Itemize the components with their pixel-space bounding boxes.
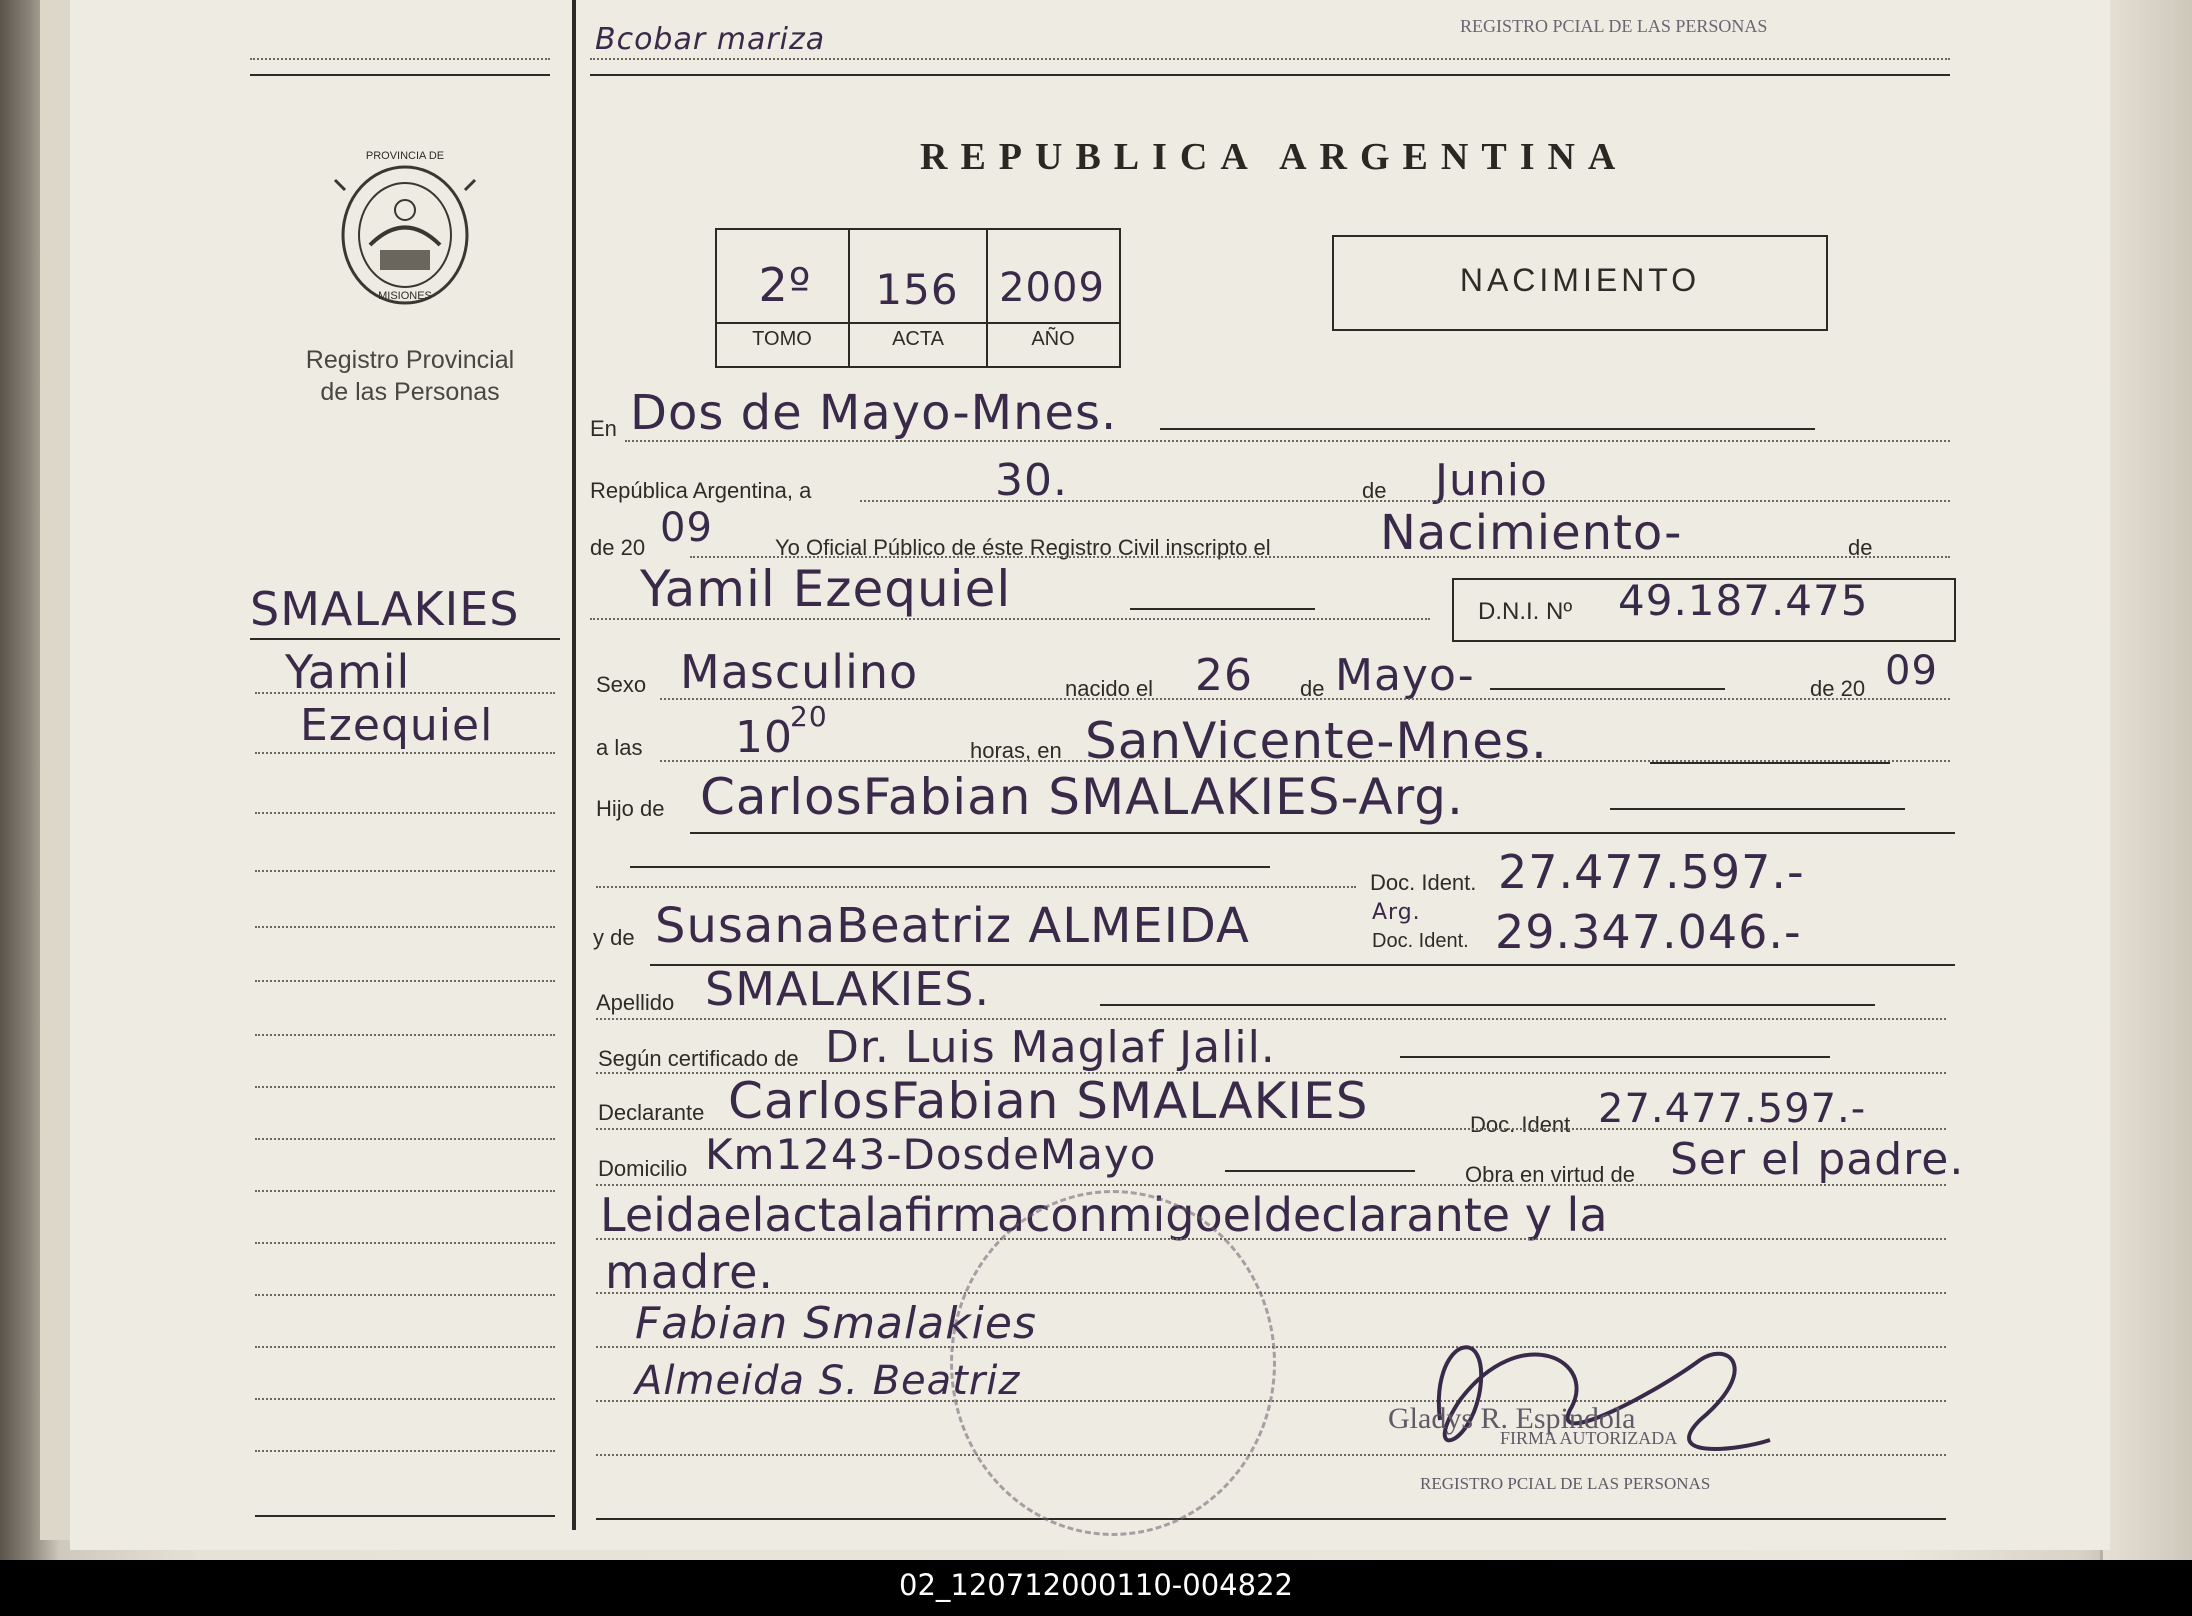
rule-certificado <box>1400 1056 1830 1058</box>
value-declarante-doc: 27.477.597.- <box>1598 1086 1867 1132</box>
value-sexo: Masculino <box>680 645 919 699</box>
rule-apellido <box>1100 1004 1875 1006</box>
tomo-value: 2º <box>758 258 812 312</box>
value-dia: 30. <box>995 455 1068 506</box>
ano-label: AÑO <box>1031 328 1075 350</box>
seal-top-text: PROVINCIA DE <box>365 150 445 162</box>
registry-line-1: Registro Provincial <box>305 346 515 374</box>
rule-lugar <box>1160 428 1815 430</box>
acta-label: ACTA <box>892 328 944 350</box>
top-signature: Bcobar mariza <box>595 22 826 57</box>
value-madre-doc: 29.347.046.- <box>1495 905 1802 959</box>
label-apellido: Apellido <box>596 990 675 1015</box>
bottom-rule <box>596 1518 1946 1520</box>
value-mes: Junio <box>1435 455 1548 506</box>
value-dni: 49.187.475 <box>1618 576 1869 625</box>
label-de: de <box>1362 478 1387 503</box>
value-madre-nac: Arg. <box>1372 900 1421 925</box>
dots-lugar <box>625 440 1950 442</box>
main-top-dots <box>590 58 1950 60</box>
left-page-edges <box>40 0 72 1540</box>
value-lugar: Dos de Mayo-Mnes. <box>630 385 1118 441</box>
province-seal-icon <box>330 150 480 310</box>
value-madre: SusanaBeatriz ALMEIDA <box>655 898 1250 954</box>
registry-line-2: de las Personas <box>320 378 500 406</box>
sidebar-given-2: Ezequiel <box>300 700 494 751</box>
label-hijo: Hijo de <box>596 796 665 821</box>
label-dni: D.N.I. Nº <box>1478 598 1573 625</box>
dots-sexo <box>660 698 1950 700</box>
value-nombre: Yamil Ezequiel <box>640 560 1012 618</box>
country-title: REPUBLICA ARGENTINA <box>920 136 1629 178</box>
value-certificado: Dr. Luis Maglaf Jalil. <box>825 1022 1276 1073</box>
value-obra: Ser el padre. <box>1670 1134 1965 1185</box>
label-de2: de <box>1848 535 1873 560</box>
label-doc-ident2: Doc. Ident. <box>1372 930 1469 952</box>
value-nac-dia: 26 <box>1195 650 1253 701</box>
value-padre-doc: 27.477.597.- <box>1498 845 1805 899</box>
signature-madre: Almeida S. Beatriz <box>635 1358 1021 1404</box>
dots-apellido <box>596 1018 1946 1020</box>
seal-bottom-text: MISIONES <box>378 290 432 302</box>
label-declarante: Declarante <box>598 1100 705 1125</box>
main-top-rule <box>590 74 1950 76</box>
value-nota-1: Leidaelactalafirmaconmigoeldeclarante y la <box>600 1188 1608 1242</box>
dots-padre <box>596 886 1356 888</box>
rule-padre-3 <box>630 866 1270 868</box>
value-nac-anio: 09 <box>1885 648 1938 694</box>
rule-padre-2 <box>690 832 1955 834</box>
official-round-stamp <box>950 1190 1276 1536</box>
value-minutos: 20 <box>790 700 828 733</box>
official-title: FIRMA AUTORIZADA <box>1500 1428 1678 1448</box>
value-padre: CarlosFabian SMALAKIES-Arg. <box>700 768 1464 826</box>
label-a-las: a las <box>596 735 643 760</box>
rule-nac-mes <box>1490 688 1725 690</box>
value-apellido: SMALAKIES. <box>705 962 991 1016</box>
label-de-20b: de 20 <box>1810 676 1866 701</box>
ano-value: 2009 <box>999 265 1105 311</box>
dots-nombre <box>590 618 1430 620</box>
label-horas: horas, en <box>970 738 1062 763</box>
label-obra: Obra en virtud de <box>1465 1162 1635 1187</box>
type-label: NACIMIENTO <box>1459 262 1701 298</box>
dots-nota-2 <box>596 1292 1946 1294</box>
value-nota-2: madre. <box>605 1245 775 1299</box>
value-lugar-nac: SanVicente-Mnes. <box>1085 712 1548 770</box>
value-inscripto: Nacimiento- <box>1380 505 1683 561</box>
sidebar-surname: SMALAKIES <box>250 582 520 636</box>
label-de-mes: de <box>1300 676 1325 701</box>
label-doc-ident: Doc. Ident. <box>1370 870 1477 895</box>
sidebar-top-rule <box>250 74 550 76</box>
label-sexo: Sexo <box>596 672 647 697</box>
column-divider <box>572 0 576 1530</box>
official-name: Gladys R. Espindola <box>1388 1402 1636 1435</box>
label-en: En <box>590 416 617 441</box>
official-office: REGISTRO PCIAL DE LAS PERSONAS <box>1420 1474 1711 1493</box>
value-declarante: CarlosFabian SMALAKIES <box>728 1072 1369 1130</box>
dots-inscripto <box>690 556 1950 558</box>
signature-padre: Fabian Smalakies <box>635 1298 1037 1349</box>
rule-padre <box>1610 808 1905 810</box>
label-segun: Según certificado de <box>598 1046 799 1071</box>
acta-value: 156 <box>875 265 959 314</box>
label-de-20: de 20 <box>590 535 646 560</box>
label-oficial: Yo Oficial Público de éste Registro Civil inscripto el <box>775 535 1271 560</box>
dots-nota-1 <box>596 1238 1946 1240</box>
rule-domicilio <box>1225 1170 1415 1172</box>
value-nac-mes: Mayo- <box>1335 650 1475 701</box>
top-stamp-text: REGISTRO PCIAL DE LAS PERSONAS <box>1460 16 1768 36</box>
tomo-label: TOMO <box>752 328 812 350</box>
dots-domicilio <box>596 1184 1946 1186</box>
dots-fecha <box>860 500 1950 502</box>
rule-nombre <box>1130 608 1315 610</box>
image-caption: 02_120712000110-004822 <box>899 1568 1293 1602</box>
value-hora: 10 <box>735 712 793 763</box>
right-page-edges <box>2100 0 2192 1560</box>
official-signature-scribble <box>1400 1300 1780 1500</box>
dots-hora <box>660 760 1950 762</box>
label-republica: República Argentina, a <box>590 478 812 503</box>
label-domicilio: Domicilio <box>598 1156 688 1181</box>
record-table-divider <box>715 322 1119 324</box>
sidebar-top-dots <box>250 58 550 60</box>
value-anio: 09 <box>660 505 713 551</box>
rule-lugar-nac <box>1650 762 1890 764</box>
sidebar-given-1: Yamil <box>285 645 411 699</box>
label-doc-ident3: Doc. Ident <box>1470 1112 1571 1137</box>
sidebar-surname-rule <box>250 638 560 640</box>
label-y-de: y de <box>593 925 635 950</box>
label-nacido: nacido el <box>1065 676 1154 701</box>
value-domicilio: Km1243-DosdeMayo <box>705 1130 1157 1179</box>
